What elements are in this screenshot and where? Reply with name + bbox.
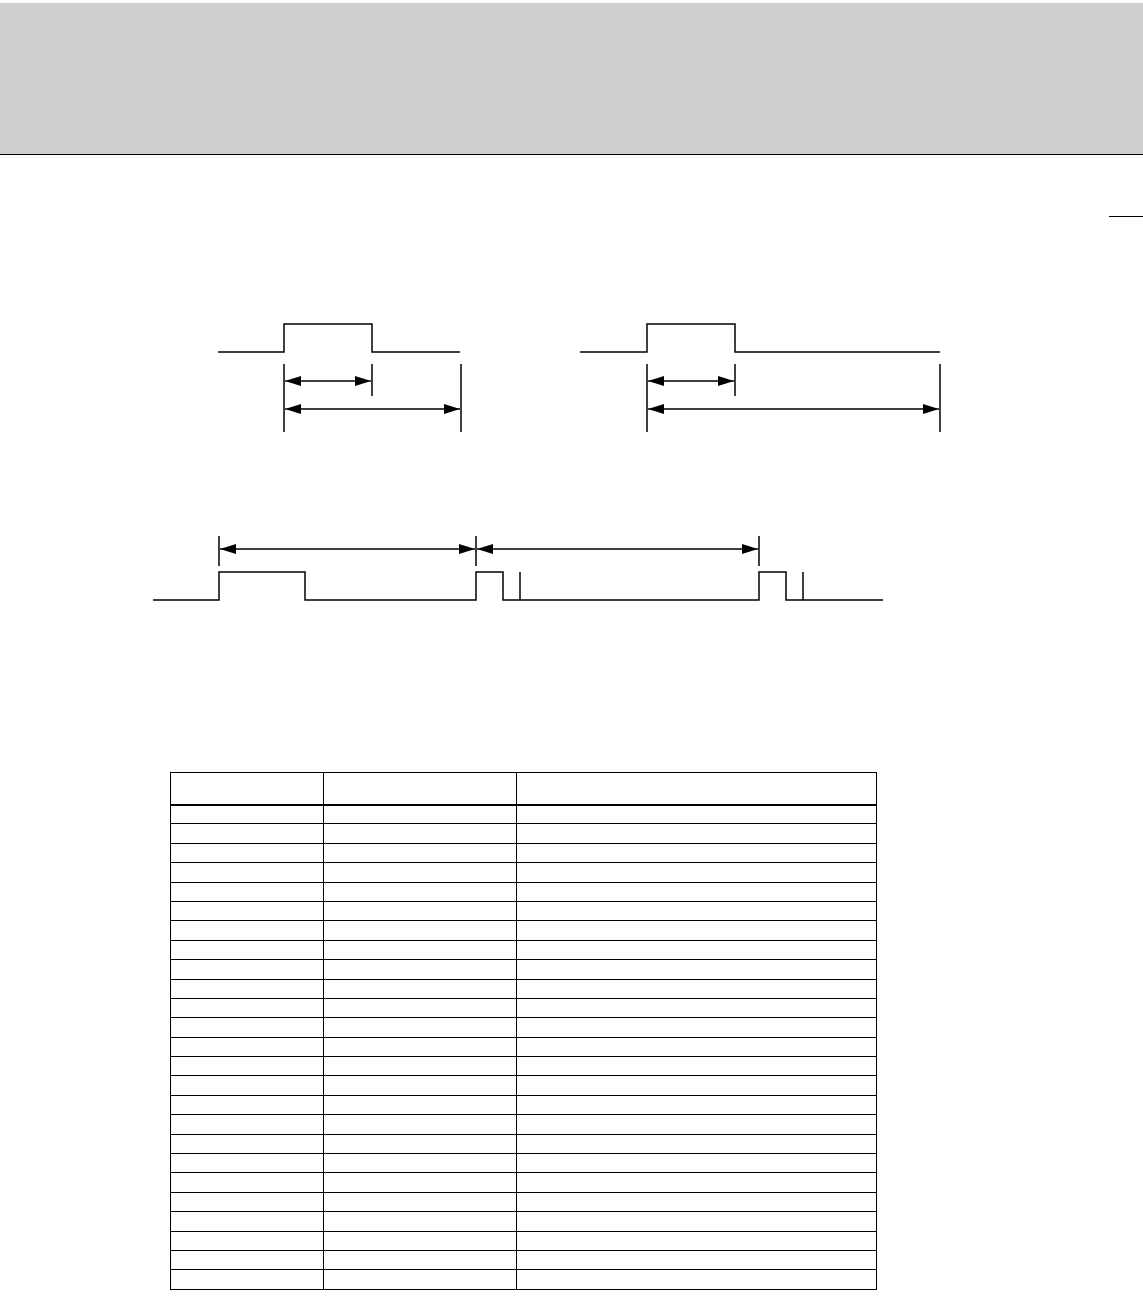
table-cell <box>324 1154 517 1173</box>
table-row <box>171 1173 877 1192</box>
table-row <box>171 921 877 940</box>
table-cell <box>324 1212 517 1231</box>
table-cell <box>517 1095 877 1114</box>
table-body <box>171 805 877 1290</box>
pulse-train-waveform <box>153 572 883 600</box>
table-cell <box>171 1037 324 1056</box>
table-row <box>171 1154 877 1173</box>
table-row <box>171 1250 877 1269</box>
table-cell <box>324 863 517 882</box>
table-cell <box>171 843 324 862</box>
table-cell <box>171 1018 324 1037</box>
table-cell <box>324 1095 517 1114</box>
pulse-waveform <box>580 324 940 352</box>
table-row <box>171 1057 877 1076</box>
table-cell <box>517 1270 877 1289</box>
table-cell <box>171 1057 324 1076</box>
table-cell <box>324 940 517 959</box>
table-cell <box>171 1250 324 1269</box>
table-cell <box>171 921 324 940</box>
table-cell <box>324 1018 517 1037</box>
table-row <box>171 940 877 959</box>
table-cell <box>171 1212 324 1231</box>
table-row <box>171 843 877 862</box>
table-cell <box>171 1134 324 1153</box>
table-cell <box>517 863 877 882</box>
table-cell <box>324 1134 517 1153</box>
table-cell <box>517 979 877 998</box>
table-cell <box>517 1018 877 1037</box>
table-row <box>171 1231 877 1250</box>
table-cell <box>171 1231 324 1250</box>
table-cell <box>324 824 517 843</box>
table-cell <box>171 805 324 824</box>
table-cell <box>517 1192 877 1211</box>
table-row <box>171 824 877 843</box>
table-cell <box>171 1173 324 1192</box>
table-cell <box>171 979 324 998</box>
table-row <box>171 901 877 920</box>
specification-table <box>170 772 877 1290</box>
table-cell <box>324 1173 517 1192</box>
table-row <box>171 882 877 901</box>
pulse-waveform <box>218 324 460 352</box>
table-cell <box>324 998 517 1017</box>
table-cell <box>517 1154 877 1173</box>
table-cell <box>517 940 877 959</box>
table-cell <box>324 979 517 998</box>
table-cell <box>517 1115 877 1134</box>
pulse-timing-diagram-right <box>580 324 940 432</box>
table-cell <box>517 1134 877 1153</box>
table-row <box>171 979 877 998</box>
table-cell <box>171 1154 324 1173</box>
table-cell <box>171 901 324 920</box>
table-cell <box>517 1057 877 1076</box>
table-header-row <box>171 773 877 805</box>
table-cell <box>171 882 324 901</box>
table-cell <box>324 1231 517 1250</box>
table-cell <box>517 1037 877 1056</box>
table-cell <box>324 1037 517 1056</box>
table-cell <box>171 1270 324 1289</box>
table-cell <box>517 998 877 1017</box>
column-header <box>324 773 517 805</box>
table-cell <box>171 998 324 1017</box>
table-row <box>171 1270 877 1289</box>
table-row <box>171 1134 877 1153</box>
table-cell <box>171 1192 324 1211</box>
table-row <box>171 1095 877 1114</box>
table-cell <box>517 960 877 979</box>
table-cell <box>324 960 517 979</box>
table-row <box>171 1115 877 1134</box>
table-row <box>171 805 877 824</box>
table-cell <box>517 1173 877 1192</box>
table-cell <box>517 843 877 862</box>
table-cell <box>324 843 517 862</box>
table-cell <box>517 1076 877 1095</box>
table-row <box>171 1192 877 1211</box>
table-cell <box>517 824 877 843</box>
table-row <box>171 998 877 1017</box>
table-row <box>171 1212 877 1231</box>
table-cell <box>517 882 877 901</box>
table-cell <box>324 921 517 940</box>
table-row <box>171 1018 877 1037</box>
table-row <box>171 1076 877 1095</box>
table-row <box>171 1037 877 1056</box>
pulse-timing-diagram-left <box>218 324 461 432</box>
table-cell <box>324 1115 517 1134</box>
table-cell <box>517 921 877 940</box>
table-cell <box>324 901 517 920</box>
table-cell <box>171 960 324 979</box>
table-cell <box>517 1250 877 1269</box>
table-cell <box>517 1212 877 1231</box>
table-cell <box>517 1231 877 1250</box>
table-row <box>171 960 877 979</box>
table-cell <box>171 1115 324 1134</box>
pulse-train-timing-diagram <box>153 536 883 600</box>
table-cell <box>171 824 324 843</box>
timing-diagrams <box>0 0 1143 640</box>
table-cell <box>324 1076 517 1095</box>
table-row <box>171 863 877 882</box>
table-cell <box>324 805 517 824</box>
table-cell <box>171 1095 324 1114</box>
column-header <box>171 773 324 805</box>
table-cell <box>517 901 877 920</box>
table-cell <box>171 863 324 882</box>
column-header <box>517 773 877 805</box>
table-cell <box>171 1076 324 1095</box>
table-cell <box>517 805 877 824</box>
table-cell <box>324 1057 517 1076</box>
table-cell <box>171 940 324 959</box>
table-cell <box>324 1270 517 1289</box>
table-cell <box>324 1250 517 1269</box>
table-cell <box>324 882 517 901</box>
table-cell <box>324 1192 517 1211</box>
